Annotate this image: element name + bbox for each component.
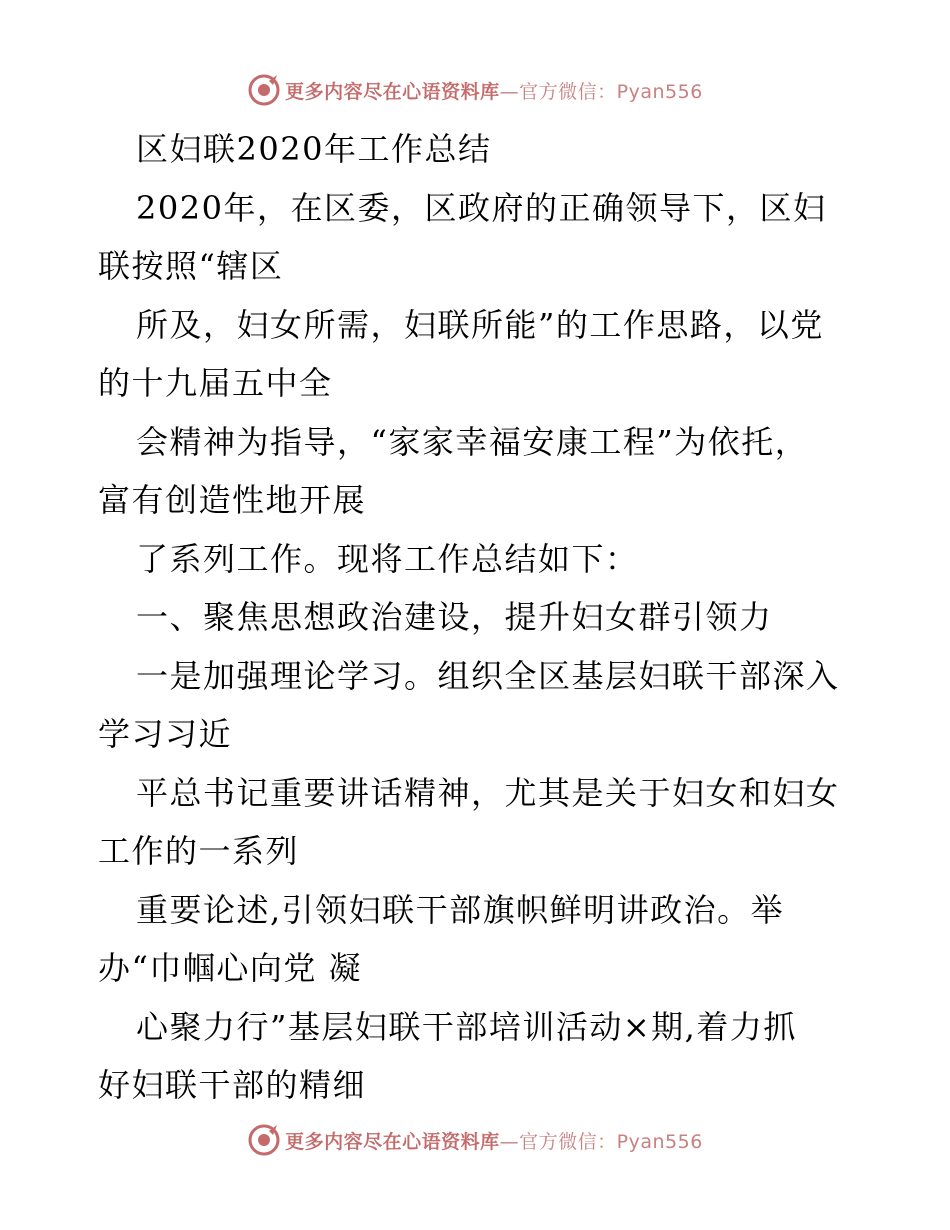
paragraph-line: 一是加强理论学习。组织全区基层妇联干部深入 [136,656,840,695]
paragraph-line: 工作的一系列 [98,832,300,870]
banner-dash: — [499,1130,520,1153]
document-body [98,120,858,1115]
header-watermark [0,70,950,110]
banner-title: 更多内容尽在心语资料库 [285,80,500,103]
paragraph-line: 了系列工作。现将工作总结如下： [136,539,639,578]
paragraph-line: 2020年，在区委，区政府的正确领导下，区妇 [136,188,827,227]
paragraph-line: 联按照“辖区 [98,247,284,285]
paragraph-line: 会精神为指导，“家家幸福安康工程”为依托， [136,422,809,461]
banner-wechat: 官方微信：Pyan556 [519,1130,703,1153]
footer-watermark [0,1120,950,1160]
paragraph-line: 重要论述,引领妇联干部旗帜鲜明讲政治。举 [136,890,785,929]
paragraph-line: 富有创造性地开展 [98,481,367,519]
banner-wechat: 官方微信：Pyan556 [519,80,703,103]
doc-title: 区妇联2020年工作总结 [136,130,492,168]
paragraph-line: 心聚力行”基层妇联干部培训活动×期,着力抓 [136,1007,797,1046]
paragraph-line: 的十九届五中全 [98,364,333,402]
paragraph-line: 平总书记重要讲话精神，尤其是关于妇女和妇女 [136,773,840,812]
section-heading: 一、聚焦思想政治建设，提升妇女群引领力 [136,598,773,636]
brand-logo-icon [247,73,281,107]
paragraph-line: 学习习近 [98,715,233,753]
banner-title: 更多内容尽在心语资料库 [285,1130,500,1153]
brand-logo-icon [247,1123,281,1157]
paragraph-line: 好妇联干部的精细 [98,1066,367,1104]
paragraph-line: 办“巾帼心向党 凝 [98,949,363,987]
banner-dash: — [499,80,520,103]
paragraph-line: 所及，妇女所需，妇联所能”的工作思路，以党 [136,305,824,344]
